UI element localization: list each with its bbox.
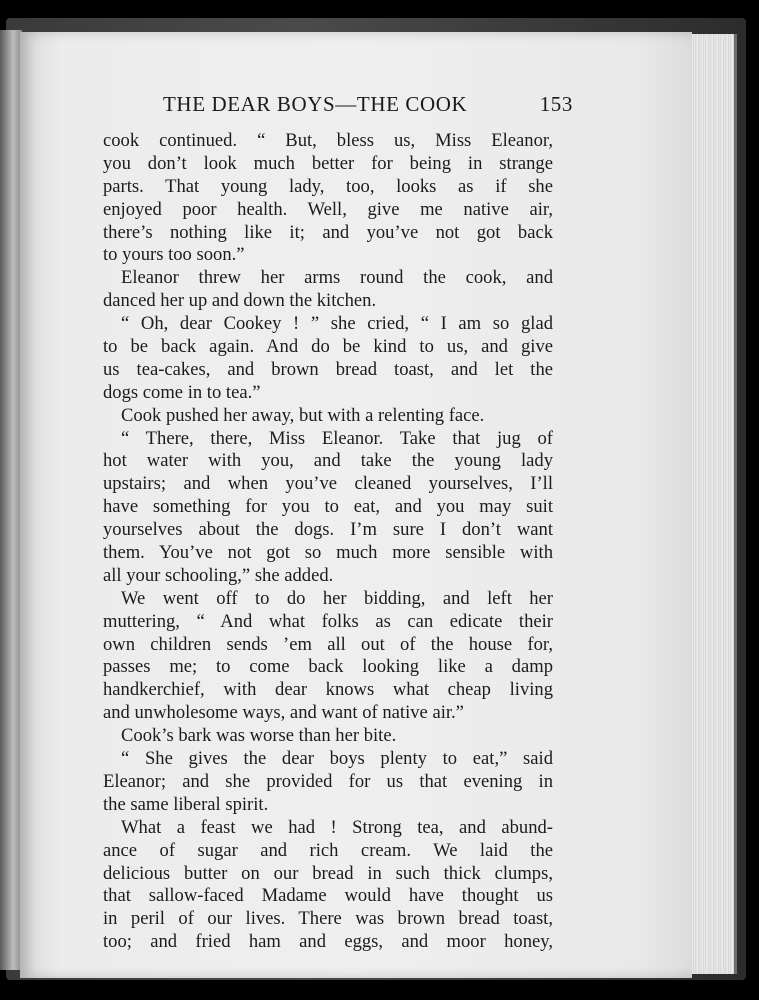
text-line: yourselves about the dogs. I’m sure I don’t want (103, 519, 553, 541)
text-line: us tea-cakes, and brown bread toast, and let the (103, 358, 553, 380)
text-line: to be back again. And do be kind to us, and give (103, 336, 553, 358)
text-line: all your schooling,” she added. (103, 564, 334, 586)
text-line: muttering, “ And what folks as can edicate their (103, 610, 553, 632)
text-line: We went off to do her bidding, and left her (121, 587, 553, 609)
text-line: “ There, there, Miss Eleanor. Take that jug of (121, 427, 553, 449)
text-line: upstairs; and when you’ve cleaned yourselves, I’ll (103, 473, 553, 495)
text-line: too; and fried ham and eggs, and moor honey, (103, 931, 553, 953)
text-line: What a feast we had ! Strong tea, and abund- (121, 816, 553, 838)
text-line: dogs come in to tea.” (103, 381, 261, 403)
text-line: the same liberal spirit. (103, 793, 269, 815)
running-head (163, 92, 573, 117)
text-line: cook continued. “ But, bless us, Miss Eleanor, (103, 130, 553, 151)
body-text (103, 130, 553, 954)
text-line: handkerchief, with dear knows what cheap living (103, 679, 553, 701)
facing-page-edge (0, 30, 22, 970)
text-line: danced her up and down the kitchen. (103, 290, 377, 312)
text-line: ance of sugar and rich cream. We laid the (103, 839, 553, 861)
running-title: THE DEAR BOYS—THE COOK (163, 92, 468, 116)
text-line: you don’t look much better for being in strange (103, 152, 553, 174)
text-line: parts. That young lady, too, looks as if she (103, 175, 553, 197)
text-line: Eleanor; and she provided for us that evening in (103, 770, 553, 792)
text-line: that sallow-faced Madame would have thought us (103, 885, 553, 907)
text-line: “ She gives the dear boys plenty to eat,” said (121, 748, 553, 770)
text-line: have something for you to eat, and you may suit (103, 496, 553, 518)
text-line: and unwholesome ways, and want of native air.” (103, 702, 464, 724)
text-line: “ Oh, dear Cookey ! ” she cried, “ I am so glad (121, 313, 553, 335)
text-line: passes me; to come back looking like a damp (103, 656, 553, 678)
text-line: hot water with you, and take the young lady (103, 450, 553, 472)
text-line: to yours too soon.” (103, 244, 245, 266)
text-line: Eleanor threw her arms round the cook, and (121, 267, 553, 289)
text-line: them. You’ve not got so much more sensible with (103, 542, 553, 564)
text-line: Cook’s bark was worse than her bite. (121, 725, 397, 747)
text-line: in peril of our lives. There was brown bread toast, (103, 908, 553, 930)
page-number: 153 (539, 92, 573, 116)
text-line: there’s nothing like it; and you’ve not got back (103, 221, 553, 243)
text-line: Cook pushed her away, but with a relenting face. (121, 404, 485, 426)
text-line: enjoyed poor health. Well, give me native air, (103, 198, 553, 220)
text-line: delicious butter on our bread in such thick clumps, (103, 862, 553, 884)
text-line: own children sends ’em all out of the house for, (103, 633, 553, 655)
